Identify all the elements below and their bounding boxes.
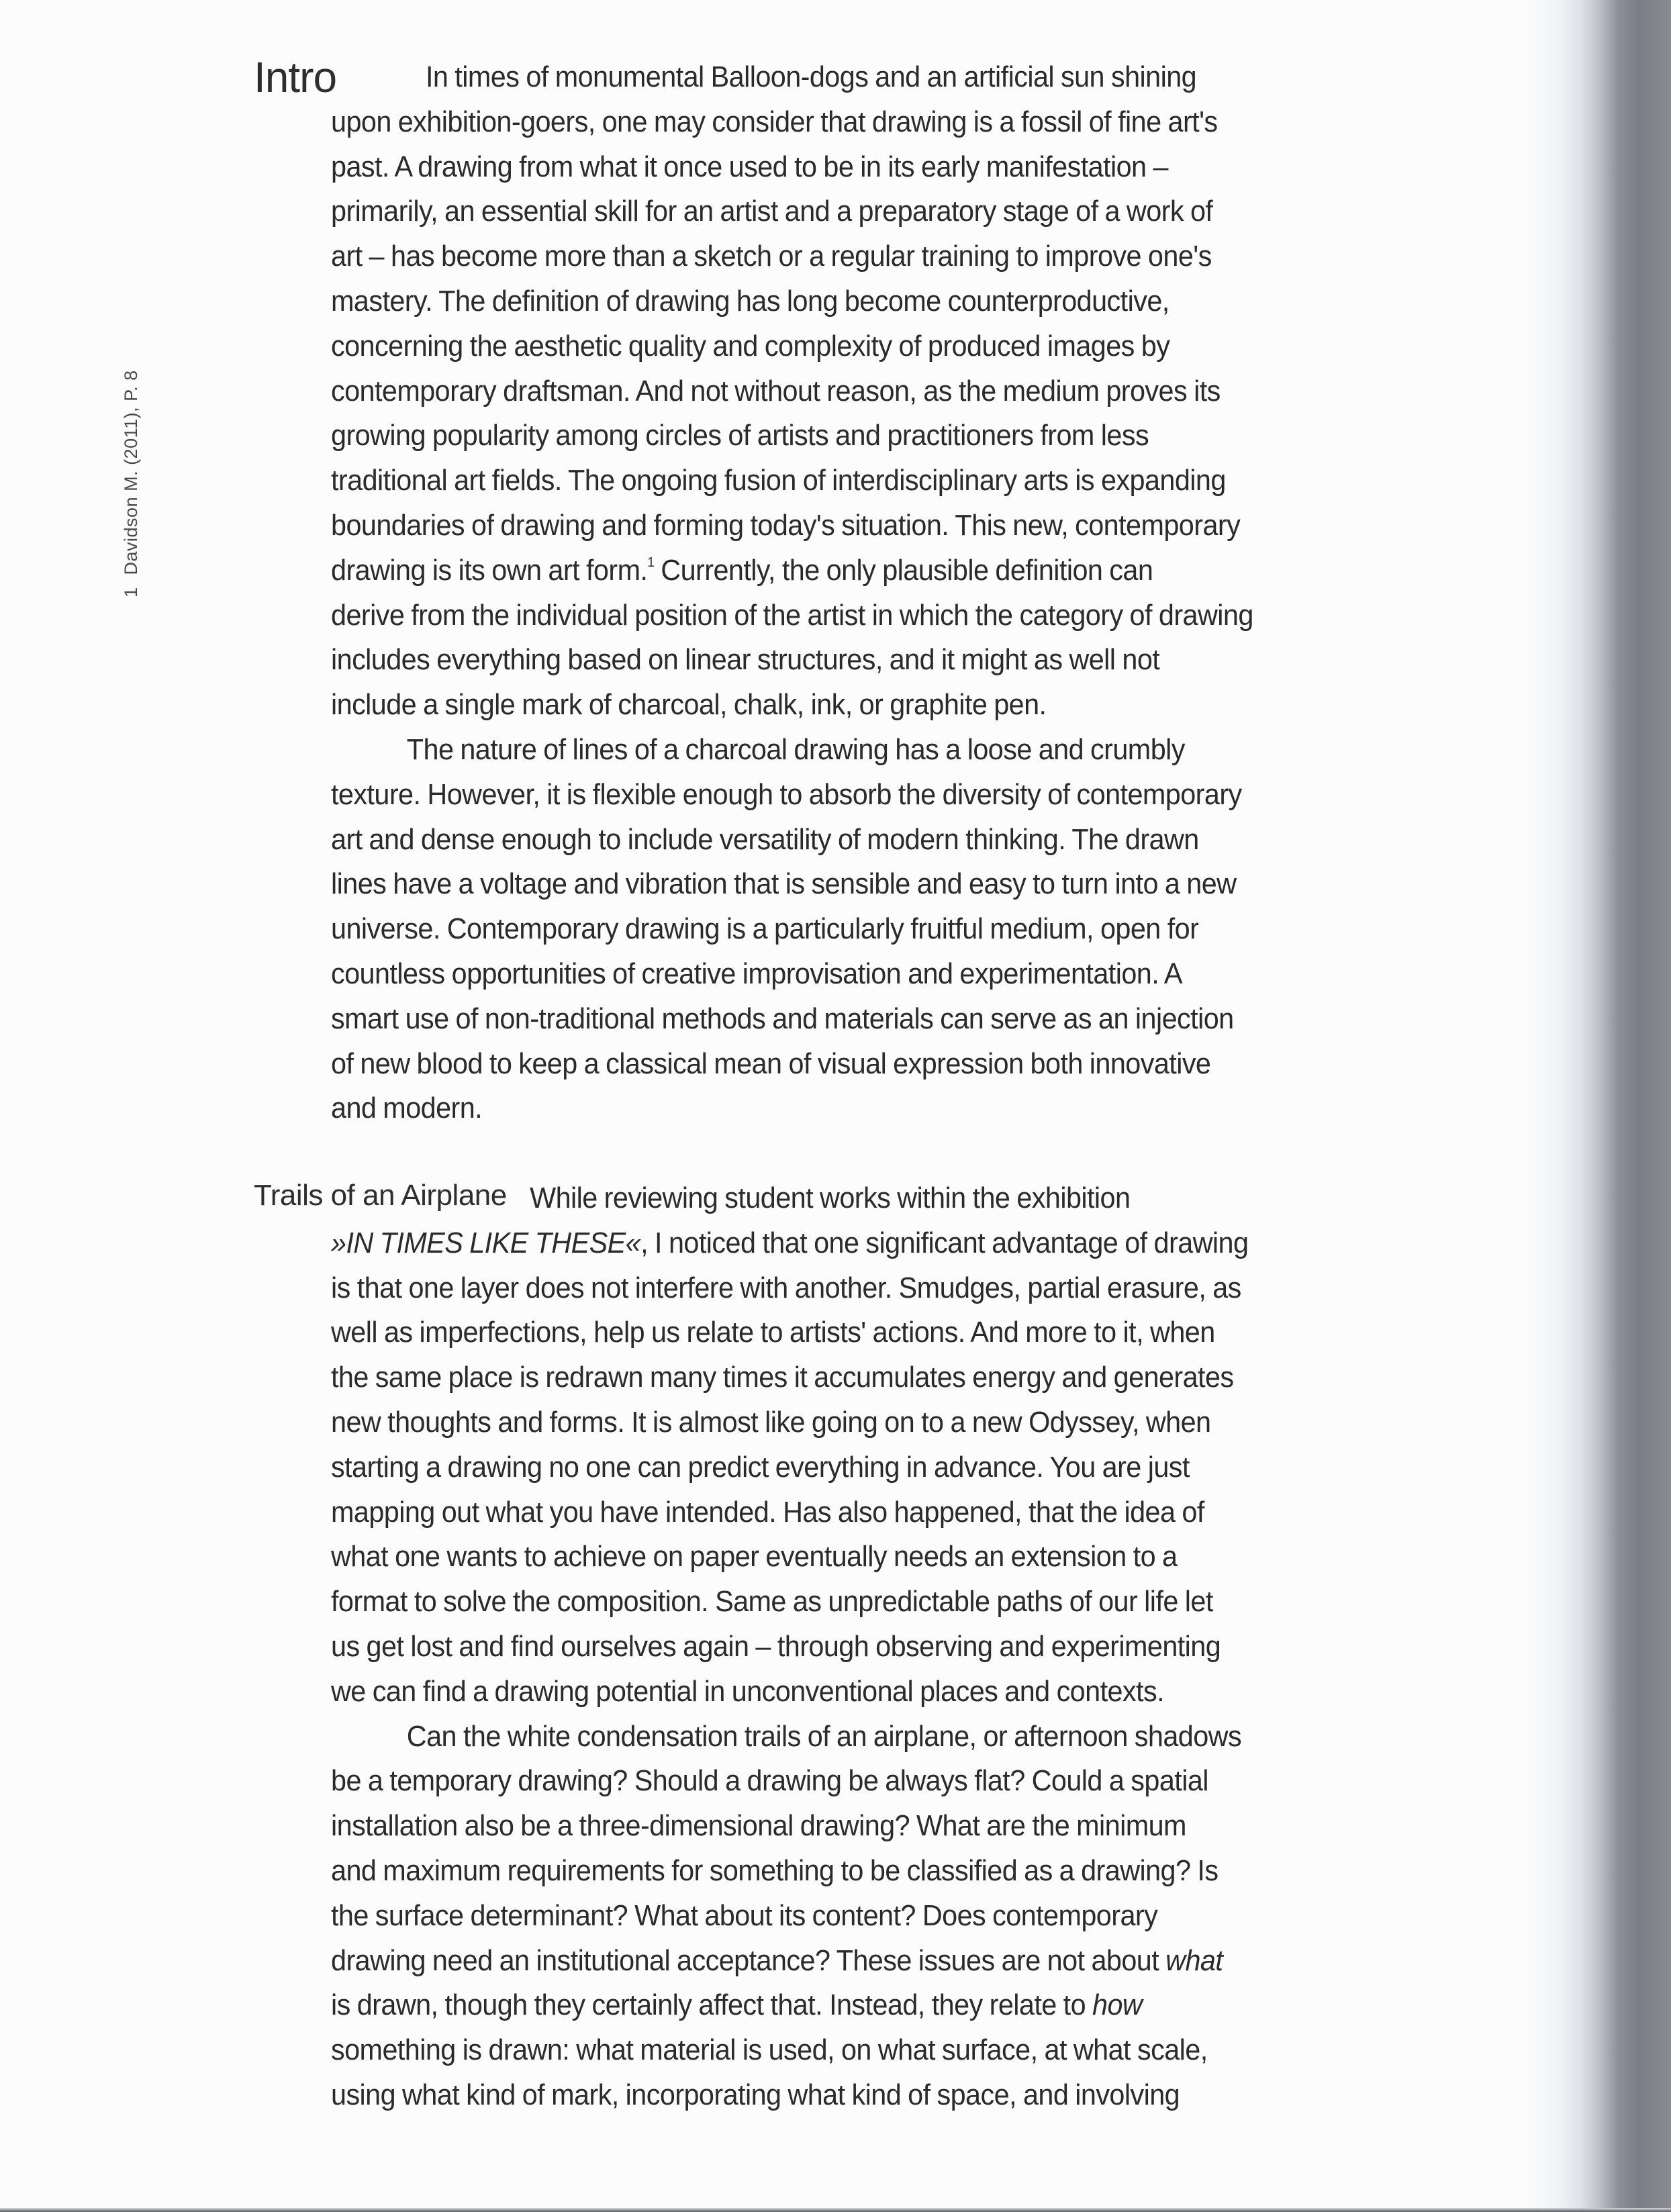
footnote-text: Davidson M. (2011), P. 8 bbox=[121, 370, 141, 575]
text-line: While reviewing student works within the exhibition bbox=[530, 1182, 1131, 1214]
margin-footnote bbox=[121, 370, 142, 597]
text-line: is that one layer does not interfere with another. Smudges, partial erasure, as bbox=[331, 1271, 1241, 1304]
text-segment: Currently, the only plausible definition can bbox=[654, 553, 1153, 587]
section-heading-intro: Intro bbox=[254, 53, 337, 101]
text-line: something is drawn: what material is used, on what surface, at what scale, bbox=[331, 2033, 1208, 2067]
exhibition-title: »IN TIMES LIKE THESE« bbox=[331, 1226, 641, 1259]
text-line: art and dense enough to include versatility of modern thinking. The drawn bbox=[331, 822, 1199, 856]
text-line: and maximum requirements for something to be classified as a drawing? Is bbox=[331, 1854, 1219, 1887]
text-line: mastery. The definition of drawing has long become counterproductive, bbox=[331, 284, 1169, 318]
text-line: derive from the individual position of the artist in which the category of drawing bbox=[331, 598, 1253, 632]
intro-paragraphs bbox=[331, 55, 1312, 1131]
italic-word: how bbox=[1092, 1988, 1143, 2022]
text-line: and modern. bbox=[331, 1092, 483, 1125]
text-line: growing popularity among circles of artists and practitioners from less bbox=[331, 419, 1149, 452]
text-line-paragraph-start: The nature of lines of a charcoal drawing has a loose and crumbly bbox=[406, 732, 1185, 766]
text-segment: is drawn, though they certainly affect that. Instead, they relate to bbox=[331, 1988, 1093, 2022]
text-line: what one wants to achieve on paper eventually needs an extension to a bbox=[331, 1540, 1178, 1574]
section-heading-trails: Trails of an Airplane bbox=[254, 1179, 507, 1212]
text-line: format to solve the composition. Same as unpredictable paths of our life let bbox=[331, 1585, 1213, 1619]
text-line: the surface determinant? What about its content? Does contemporary bbox=[331, 1898, 1158, 1932]
text-line: be a temporary drawing? Should a drawing be always flat? Could a spatial bbox=[331, 1764, 1208, 1798]
text-line: contemporary draftsman. And not without reason, as the medium proves its bbox=[331, 374, 1221, 407]
text-line: In times of monumental Balloon-dogs and an artificial sun shining bbox=[426, 60, 1197, 93]
text-line: universe. Contemporary drawing is a particularly fruitful medium, open for bbox=[331, 912, 1199, 946]
text-line-with-footnote bbox=[331, 548, 1253, 593]
text-line: of new blood to keep a classical mean of visual expression both innovative bbox=[331, 1047, 1211, 1080]
text-line: the same place is redrawn many times it accumulates energy and generates bbox=[331, 1361, 1234, 1394]
text-line: smart use of non-traditional methods and materials can serve as an injection bbox=[331, 1002, 1234, 1035]
footnote-reference[interactable]: 1 bbox=[647, 555, 655, 570]
text-segment: , I noticed that one significant advantage of drawing bbox=[640, 1226, 1249, 1259]
text-line: starting a drawing no one can predict everything in advance. You are just bbox=[331, 1450, 1190, 1484]
text-line: concerning the aesthetic quality and complexity of produced images by bbox=[331, 329, 1170, 363]
text-segment: drawing is its own art form. bbox=[331, 553, 648, 587]
text-line: includes everything based on linear structures, and it might as well not bbox=[331, 643, 1160, 677]
text-line: art – has become more than a sketch or a regular training to improve one's bbox=[331, 240, 1212, 273]
italic-word: what bbox=[1165, 1943, 1223, 1977]
text-line: boundaries of drawing and forming today's situation. This new, contemporary bbox=[331, 508, 1241, 542]
text-line-with-italic bbox=[331, 1983, 1248, 2028]
text-line: past. A drawing from what it once used to be in its early manifestation – bbox=[331, 150, 1168, 183]
text-line: countless opportunities of creative improvisation and experimentation. A bbox=[331, 957, 1182, 990]
text-line-with-italic bbox=[331, 1939, 1248, 1984]
text-line-with-exhibition-title bbox=[331, 1221, 1248, 1266]
text-line: traditional art fields. The ongoing fusion of interdisciplinary arts is expanding bbox=[331, 464, 1226, 497]
text-line: well as imperfections, help us relate to artists' actions. And more to it, when bbox=[331, 1316, 1215, 1349]
footnote-number: 1 bbox=[121, 587, 141, 597]
text-line: include a single mark of charcoal, chalk, ink, or graphite pen. bbox=[331, 688, 1047, 722]
text-line: primarily, an essential skill for an artist and a preparatory stage of a work of bbox=[331, 195, 1213, 228]
page-bottom-edge bbox=[0, 2208, 1671, 2212]
text-line: lines have a voltage and vibration that is sensible and easy to turn into a new bbox=[331, 867, 1237, 901]
trails-paragraphs bbox=[331, 1176, 1307, 2118]
text-line: we can find a drawing potential in unconventional places and contexts. bbox=[331, 1674, 1165, 1708]
text-line: installation also be a three-dimensional drawing? What are the minimum bbox=[331, 1809, 1186, 1843]
text-line: using what kind of mark, incorporating what kind of space, and involving bbox=[331, 2078, 1180, 2111]
text-line: upon exhibition-goers, one may consider that drawing is a fossil of fine art's bbox=[331, 105, 1218, 138]
text-line-paragraph-start: Can the white condensation trails of an airplane, or afternoon shadows bbox=[406, 1719, 1242, 1753]
text-line: mapping out what you have intended. Has also happened, that the idea of bbox=[331, 1495, 1204, 1529]
text-line: new thoughts and forms. It is almost like going on to a new Odyssey, when bbox=[331, 1405, 1211, 1439]
text-segment: drawing need an institutional acceptance? These issues are not about bbox=[331, 1943, 1166, 1977]
text-line: texture. However, it is flexible enough to absorb the diversity of contemporary bbox=[331, 777, 1242, 811]
text-line: us get lost and find ourselves again – through observing and experimenting bbox=[331, 1629, 1221, 1663]
